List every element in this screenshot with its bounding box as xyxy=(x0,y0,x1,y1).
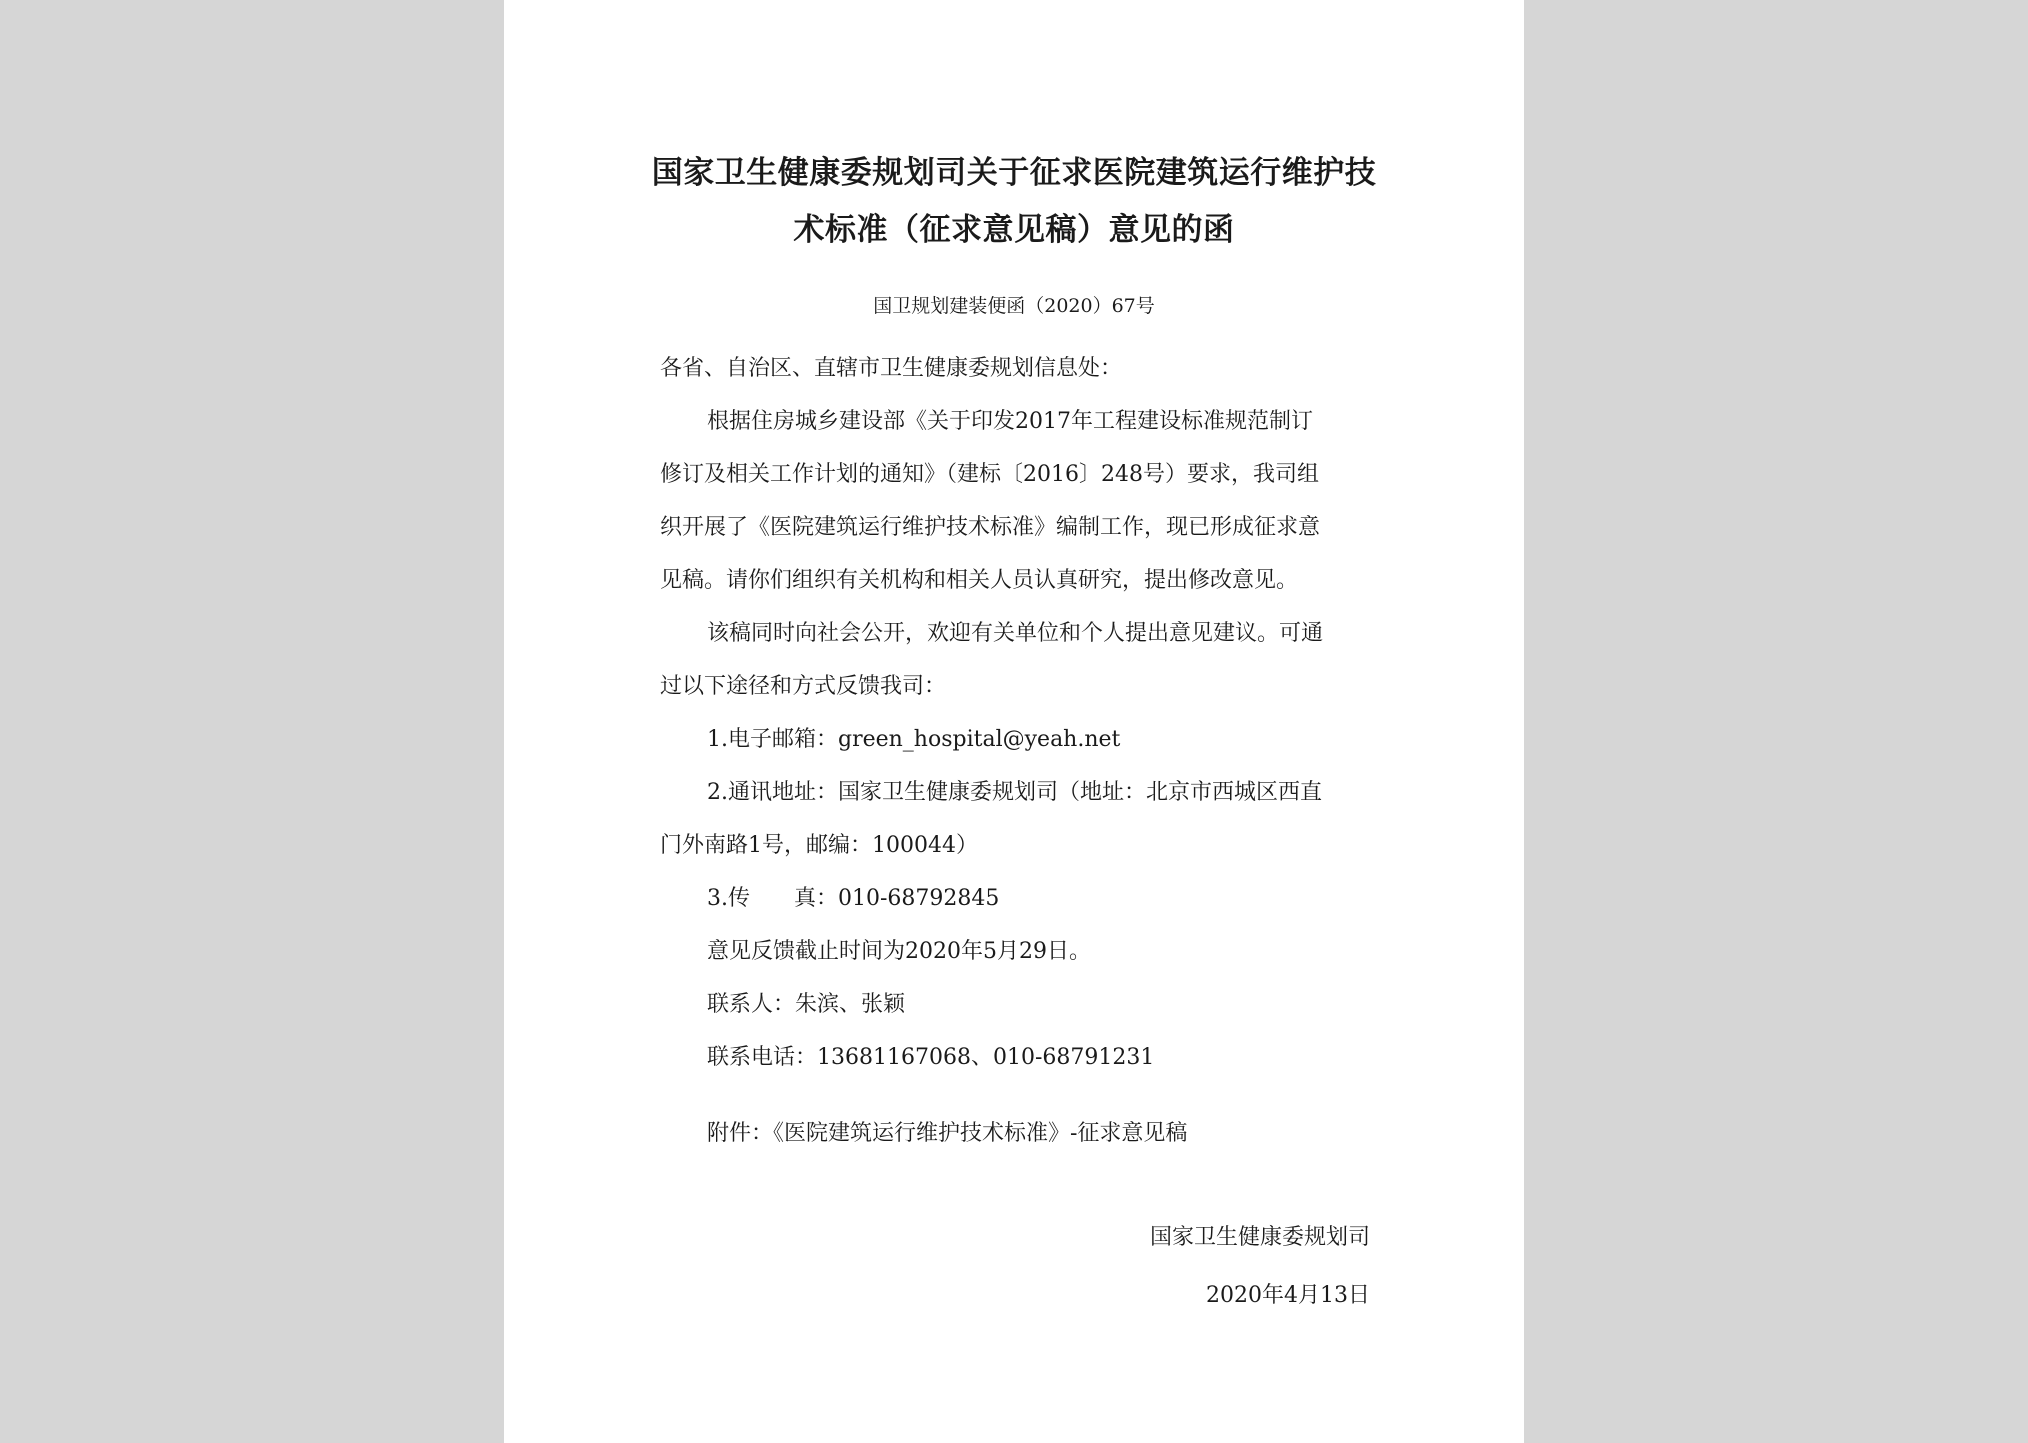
paragraph-1-line: 修订及相关工作计划的通知》（建标〔2016〕248号）要求，我司组 xyxy=(660,462,1319,487)
paragraph-2-line: 该稿同时向社会公开，欢迎有关单位和个人提出意见建议。可通 xyxy=(707,621,1324,646)
signature-org: 国家卫生健康委规划司 xyxy=(1149,1225,1370,1250)
paragraph-2-line: 过以下途径和方式反馈我司： xyxy=(660,674,947,699)
title-line: 术标准（征求意见稿）意见的函 xyxy=(793,212,1235,248)
address-item-line: 2.通讯地址：国家卫生健康委规划司（地址：北京市西城区西直 xyxy=(707,780,1322,805)
fax-item: 3.传 真：010-68792845 xyxy=(707,886,1000,911)
deadline: 意见反馈截止时间为2020年5月29日。 xyxy=(707,939,1091,964)
signature-date: 2020年4月13日 xyxy=(1206,1283,1370,1308)
paragraph-1-line: 见稿。请你们组织有关机构和相关人员认真研究，提出修改意见。 xyxy=(660,568,1299,593)
contact-phone: 联系电话：13681167068、010-68791231 xyxy=(707,1045,1155,1070)
address-item-line: 门外南路1号，邮编：100044） xyxy=(660,833,978,858)
document-body xyxy=(660,342,1374,1084)
salutation: 各省、自治区、直辖市卫生健康委规划信息处： xyxy=(660,356,1123,381)
email-item: 1.电子邮箱：green_hospital@yeah.net xyxy=(707,727,1121,752)
attachment: 附件：《医院建筑运行维护技术标准》-征求意见稿 xyxy=(707,1121,1188,1146)
attachment-block xyxy=(660,1107,1374,1160)
document-number: 国卫规划建装便函（2020）67号 xyxy=(873,295,1155,317)
title-line: 国家卫生健康委规划司关于征求医院建筑运行维护技 xyxy=(651,155,1377,191)
document-page xyxy=(504,0,1524,1443)
document-title xyxy=(504,145,1524,259)
paragraph-1-line: 织开展了《医院建筑运行维护技术标准》编制工作，现已形成征求意 xyxy=(660,515,1321,540)
contact-person: 联系人：朱滨、张颖 xyxy=(707,992,906,1017)
paragraph-1-line: 根据住房城乡建设部《关于印发2017年工程建设标准规范制订 xyxy=(707,409,1313,434)
